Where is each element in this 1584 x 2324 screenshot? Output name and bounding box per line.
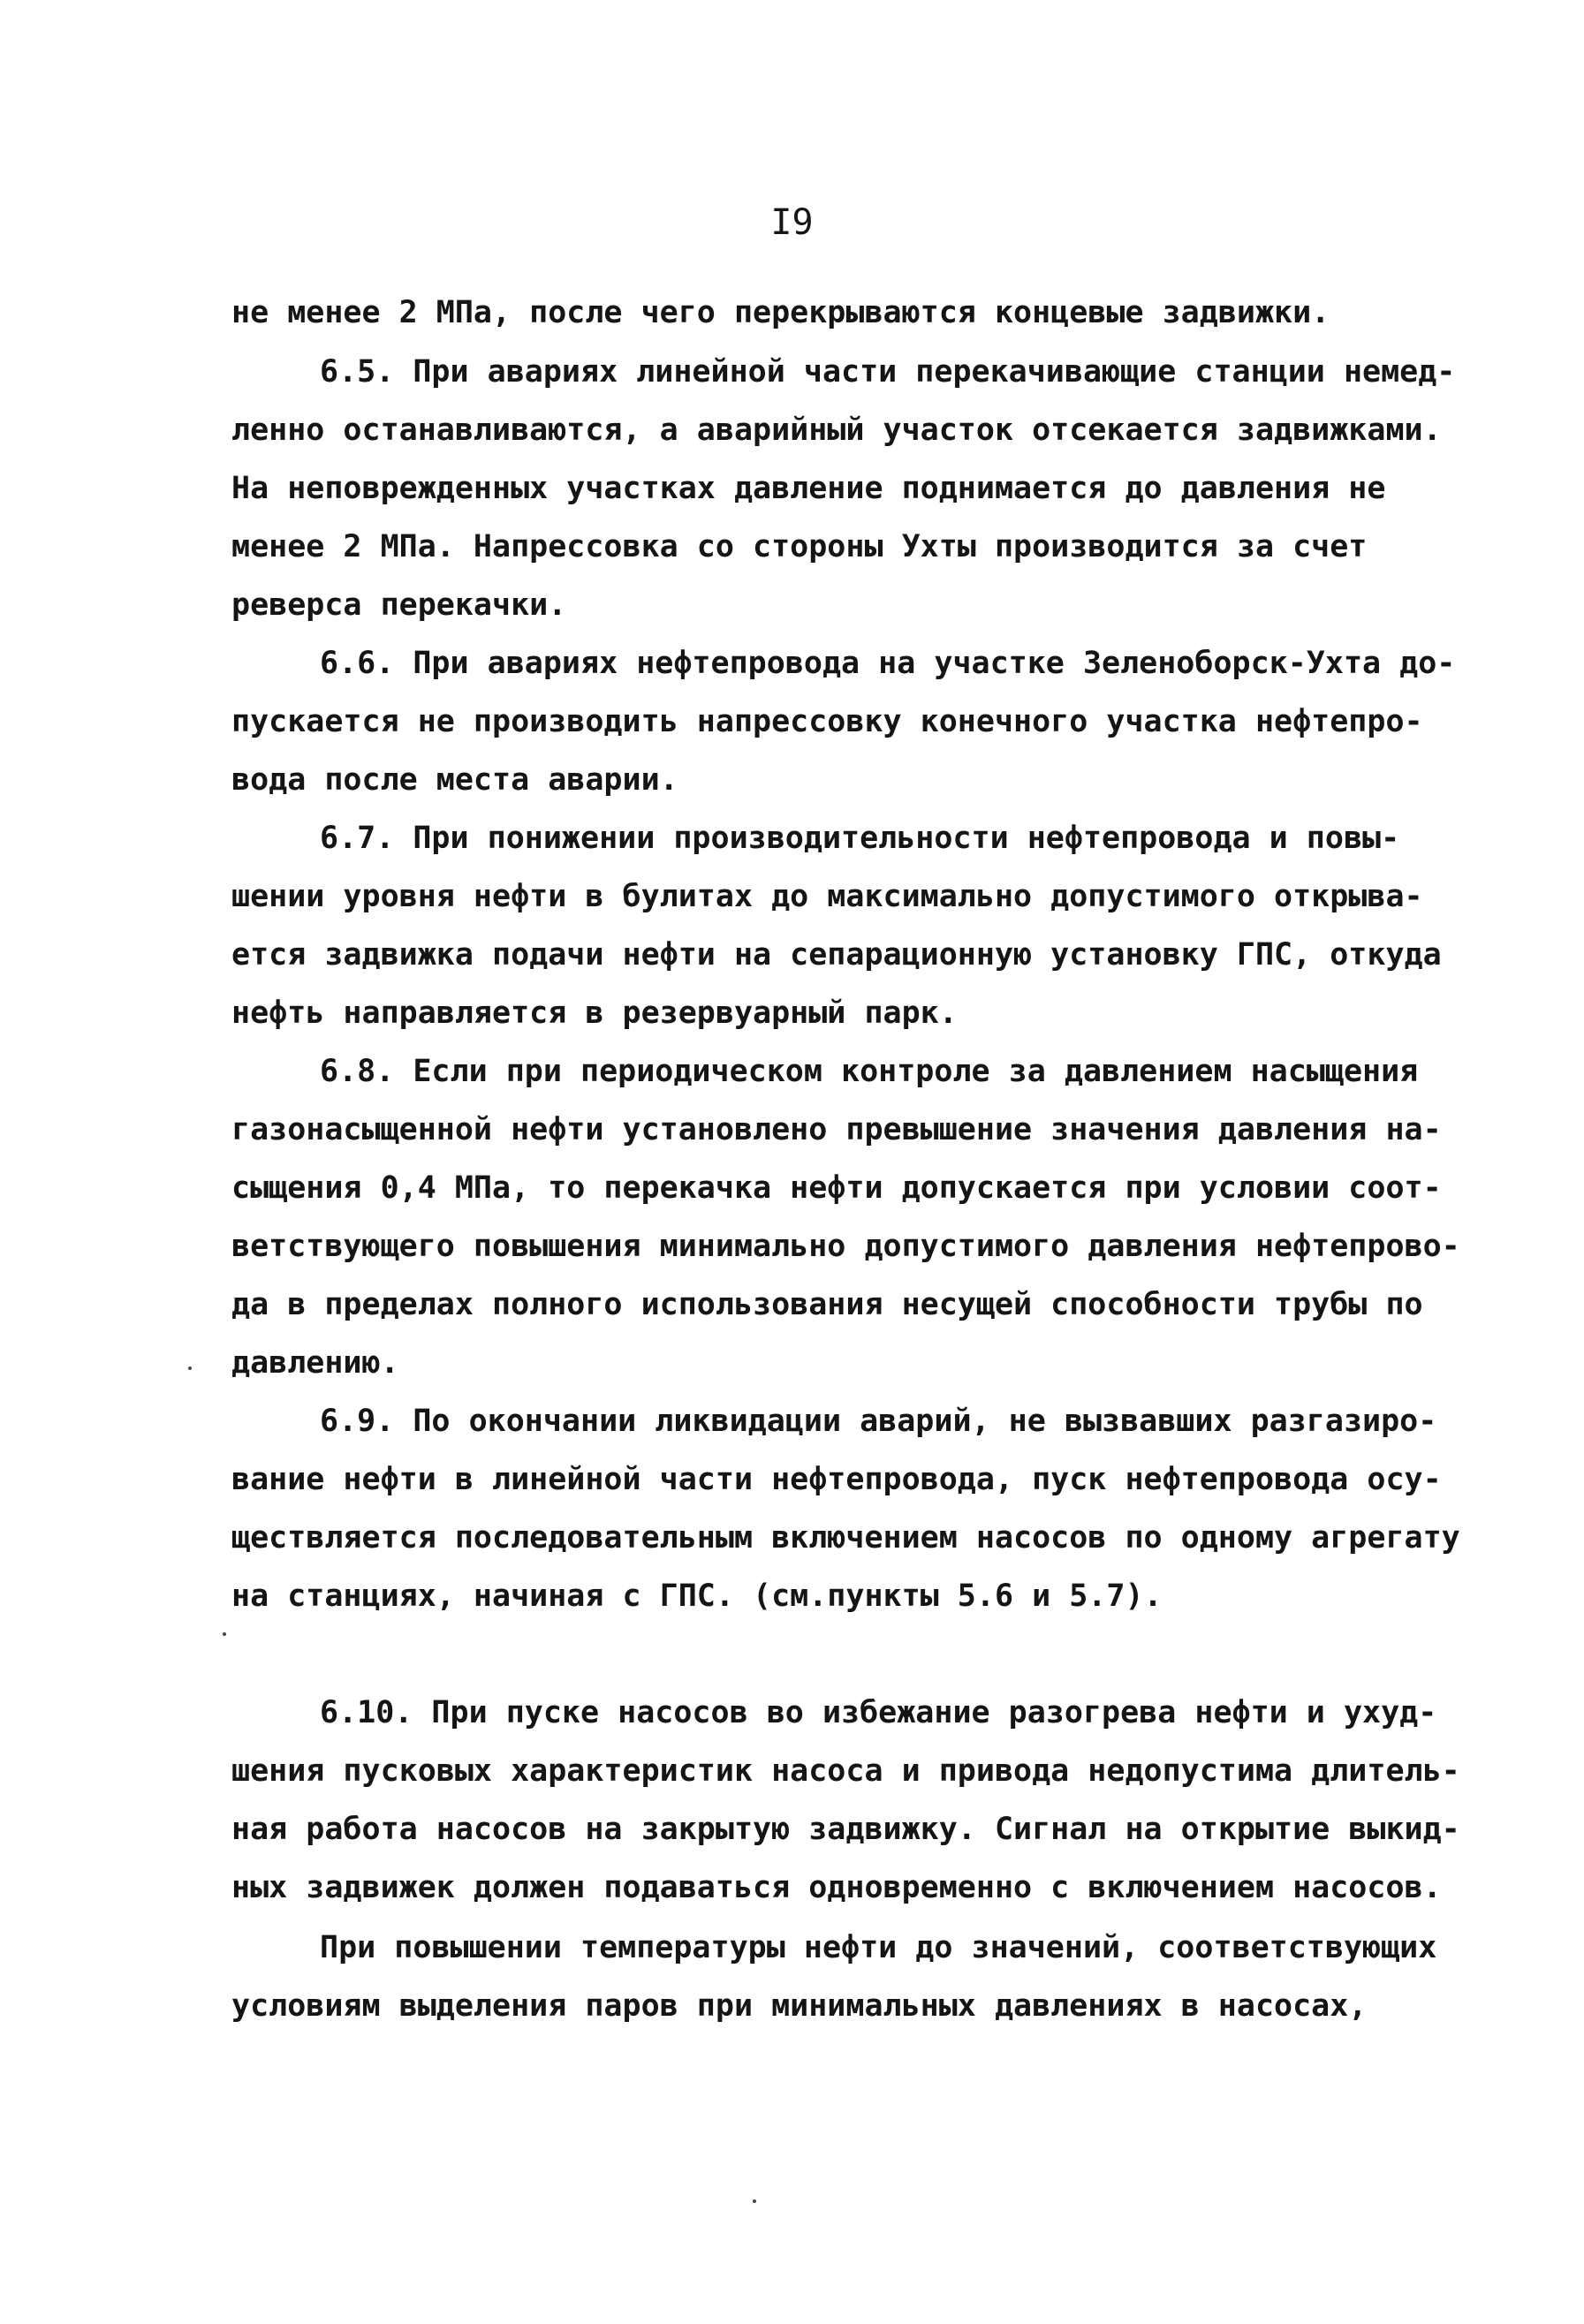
text-line: 6.10. При пуске насосов во избежание разогрева нефти и ухуд- bbox=[320, 1695, 1437, 1730]
text-line: шения пусковых характеристик насоса и привода недопустима длитель- bbox=[231, 1753, 1460, 1789]
text-line: сыщения 0,4 МПа, то перекачка нефти допускается при условии соот- bbox=[231, 1170, 1442, 1206]
text-line: нефть направляется в резервуарный парк. bbox=[231, 995, 958, 1031]
text-line: 6.5. При авариях линейной части перекачивающие станции немед- bbox=[320, 354, 1456, 390]
scan-speck bbox=[223, 1632, 226, 1636]
text-line: на станциях, начиная с ГПС. (см.пункты 5.6 и 5.7). bbox=[231, 1578, 1163, 1614]
text-line: газонасыщенной нефти установлено превышение значения давления на- bbox=[231, 1112, 1442, 1147]
text-line: не менее 2 МПа, после чего перекрываются концевые задвижки. bbox=[231, 295, 1330, 330]
scan-speck bbox=[753, 2199, 756, 2203]
text-line: ленно останавливаются, а аварийный участок отсекается задвижками. bbox=[231, 413, 1442, 448]
text-line: менее 2 МПа. Напрессовка со стороны Ухты производится за счет bbox=[231, 529, 1368, 564]
text-line: условиям выделения паров при минимальных давлениях в насосах, bbox=[231, 1988, 1368, 2024]
text-line: 6.8. Если при периодическом контроле за давлением насыщения bbox=[320, 1054, 1419, 1089]
scan-speck bbox=[188, 1366, 192, 1370]
text-line: реверса перекачки. bbox=[231, 587, 567, 623]
text-line: вание нефти в линейной части нефтепровода, пуск нефтепровода осу- bbox=[231, 1462, 1442, 1497]
text-line: ществляется последовательным включением насосов по одному агрегату bbox=[231, 1520, 1460, 1556]
text-line: 6.9. По окончании ликвидации аварий, не вызвавших разгазиро- bbox=[320, 1404, 1437, 1439]
text-line: ная работа насосов на закрытую задвижку. Сигнал на открытие выкид- bbox=[231, 1812, 1460, 1847]
text-line: ется задвижка подачи нефти на сепарационную установку ГПС, откуда bbox=[231, 937, 1442, 973]
text-line: ных задвижек должен подаваться одновременно с включением насосов. bbox=[231, 1870, 1442, 1905]
page-number: I9 bbox=[770, 202, 814, 243]
text-line: шении уровня нефти в булитах до максимально допустимого открыва- bbox=[231, 879, 1423, 914]
text-line: При повышении температуры нефти до значений, соответствующих bbox=[320, 1930, 1437, 1965]
text-line: вода после места аварии. bbox=[231, 762, 678, 798]
text-line: давлению. bbox=[231, 1345, 399, 1381]
text-line: да в пределах полного использования несущей способности трубы по bbox=[231, 1287, 1423, 1322]
text-line: ветствующего повышения минимально допустимого давления нефтепрово- bbox=[231, 1229, 1460, 1264]
text-line: На неповрежденных участках давление поднимается до давления не bbox=[231, 471, 1386, 506]
text-line: 6.7. При понижении производительности нефтепровода и повы- bbox=[320, 821, 1400, 856]
text-line: пускается не производить напрессовку конечного участка нефтепро- bbox=[231, 704, 1423, 739]
text-line: 6.6. При авариях нефтепровода на участке Зеленоборск-Ухта до- bbox=[320, 646, 1456, 681]
